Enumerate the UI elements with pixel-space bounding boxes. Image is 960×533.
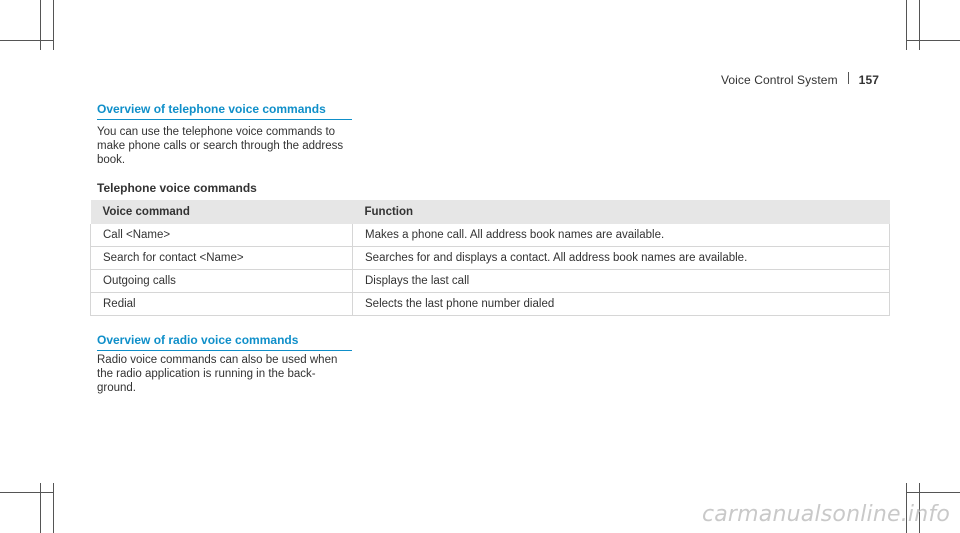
function-cell: Makes a phone call. All address book names are available. <box>353 224 890 247</box>
table-row <box>91 293 890 316</box>
header-divider <box>848 72 849 84</box>
telephone-intro: You can use the telephone voice commands to make phone calls or search through the address book. <box>97 126 344 166</box>
column-header-voice-command: Voice command <box>91 200 353 224</box>
header-section-title: Voice Control System <box>720 73 838 87</box>
crop-mark <box>906 0 907 50</box>
telephone-commands-table <box>90 200 890 316</box>
voice-command-cell: Outgoing calls <box>91 270 353 293</box>
function-cell: Searches for and displays a contact. All address book names are available. <box>353 247 890 270</box>
crop-mark <box>0 492 53 493</box>
function-cell: Selects the last phone number dialed <box>353 293 890 316</box>
page-number: 157 <box>858 73 879 87</box>
crop-mark <box>906 492 960 493</box>
telephone-table-heading: Telephone voice commands <box>97 181 257 195</box>
telephone-section-title: Overview of telephone voice commands <box>97 102 352 120</box>
crop-mark <box>40 483 41 533</box>
voice-command-cell: Call <Name> <box>91 224 353 247</box>
table-row <box>91 270 890 293</box>
crop-mark <box>919 0 920 50</box>
watermark: carmanualsonline.info <box>701 502 950 527</box>
voice-command-cell: Search for contact <Name> <box>91 247 353 270</box>
crop-mark <box>53 483 54 533</box>
voice-command-cell: Redial <box>91 293 353 316</box>
table-row <box>91 247 890 270</box>
crop-mark <box>53 0 54 50</box>
radio-intro: Radio voice commands can also be used when the radio application is running in the back-ground. <box>97 354 338 394</box>
crop-mark <box>40 0 41 50</box>
function-cell: Displays the last call <box>353 270 890 293</box>
crop-mark <box>906 40 960 41</box>
table-row <box>91 224 890 247</box>
running-header <box>721 72 879 87</box>
table-header-row <box>91 200 890 224</box>
crop-mark <box>0 40 53 41</box>
column-header-function: Function <box>353 200 890 224</box>
radio-section-title: Overview of radio voice commands <box>97 333 352 351</box>
